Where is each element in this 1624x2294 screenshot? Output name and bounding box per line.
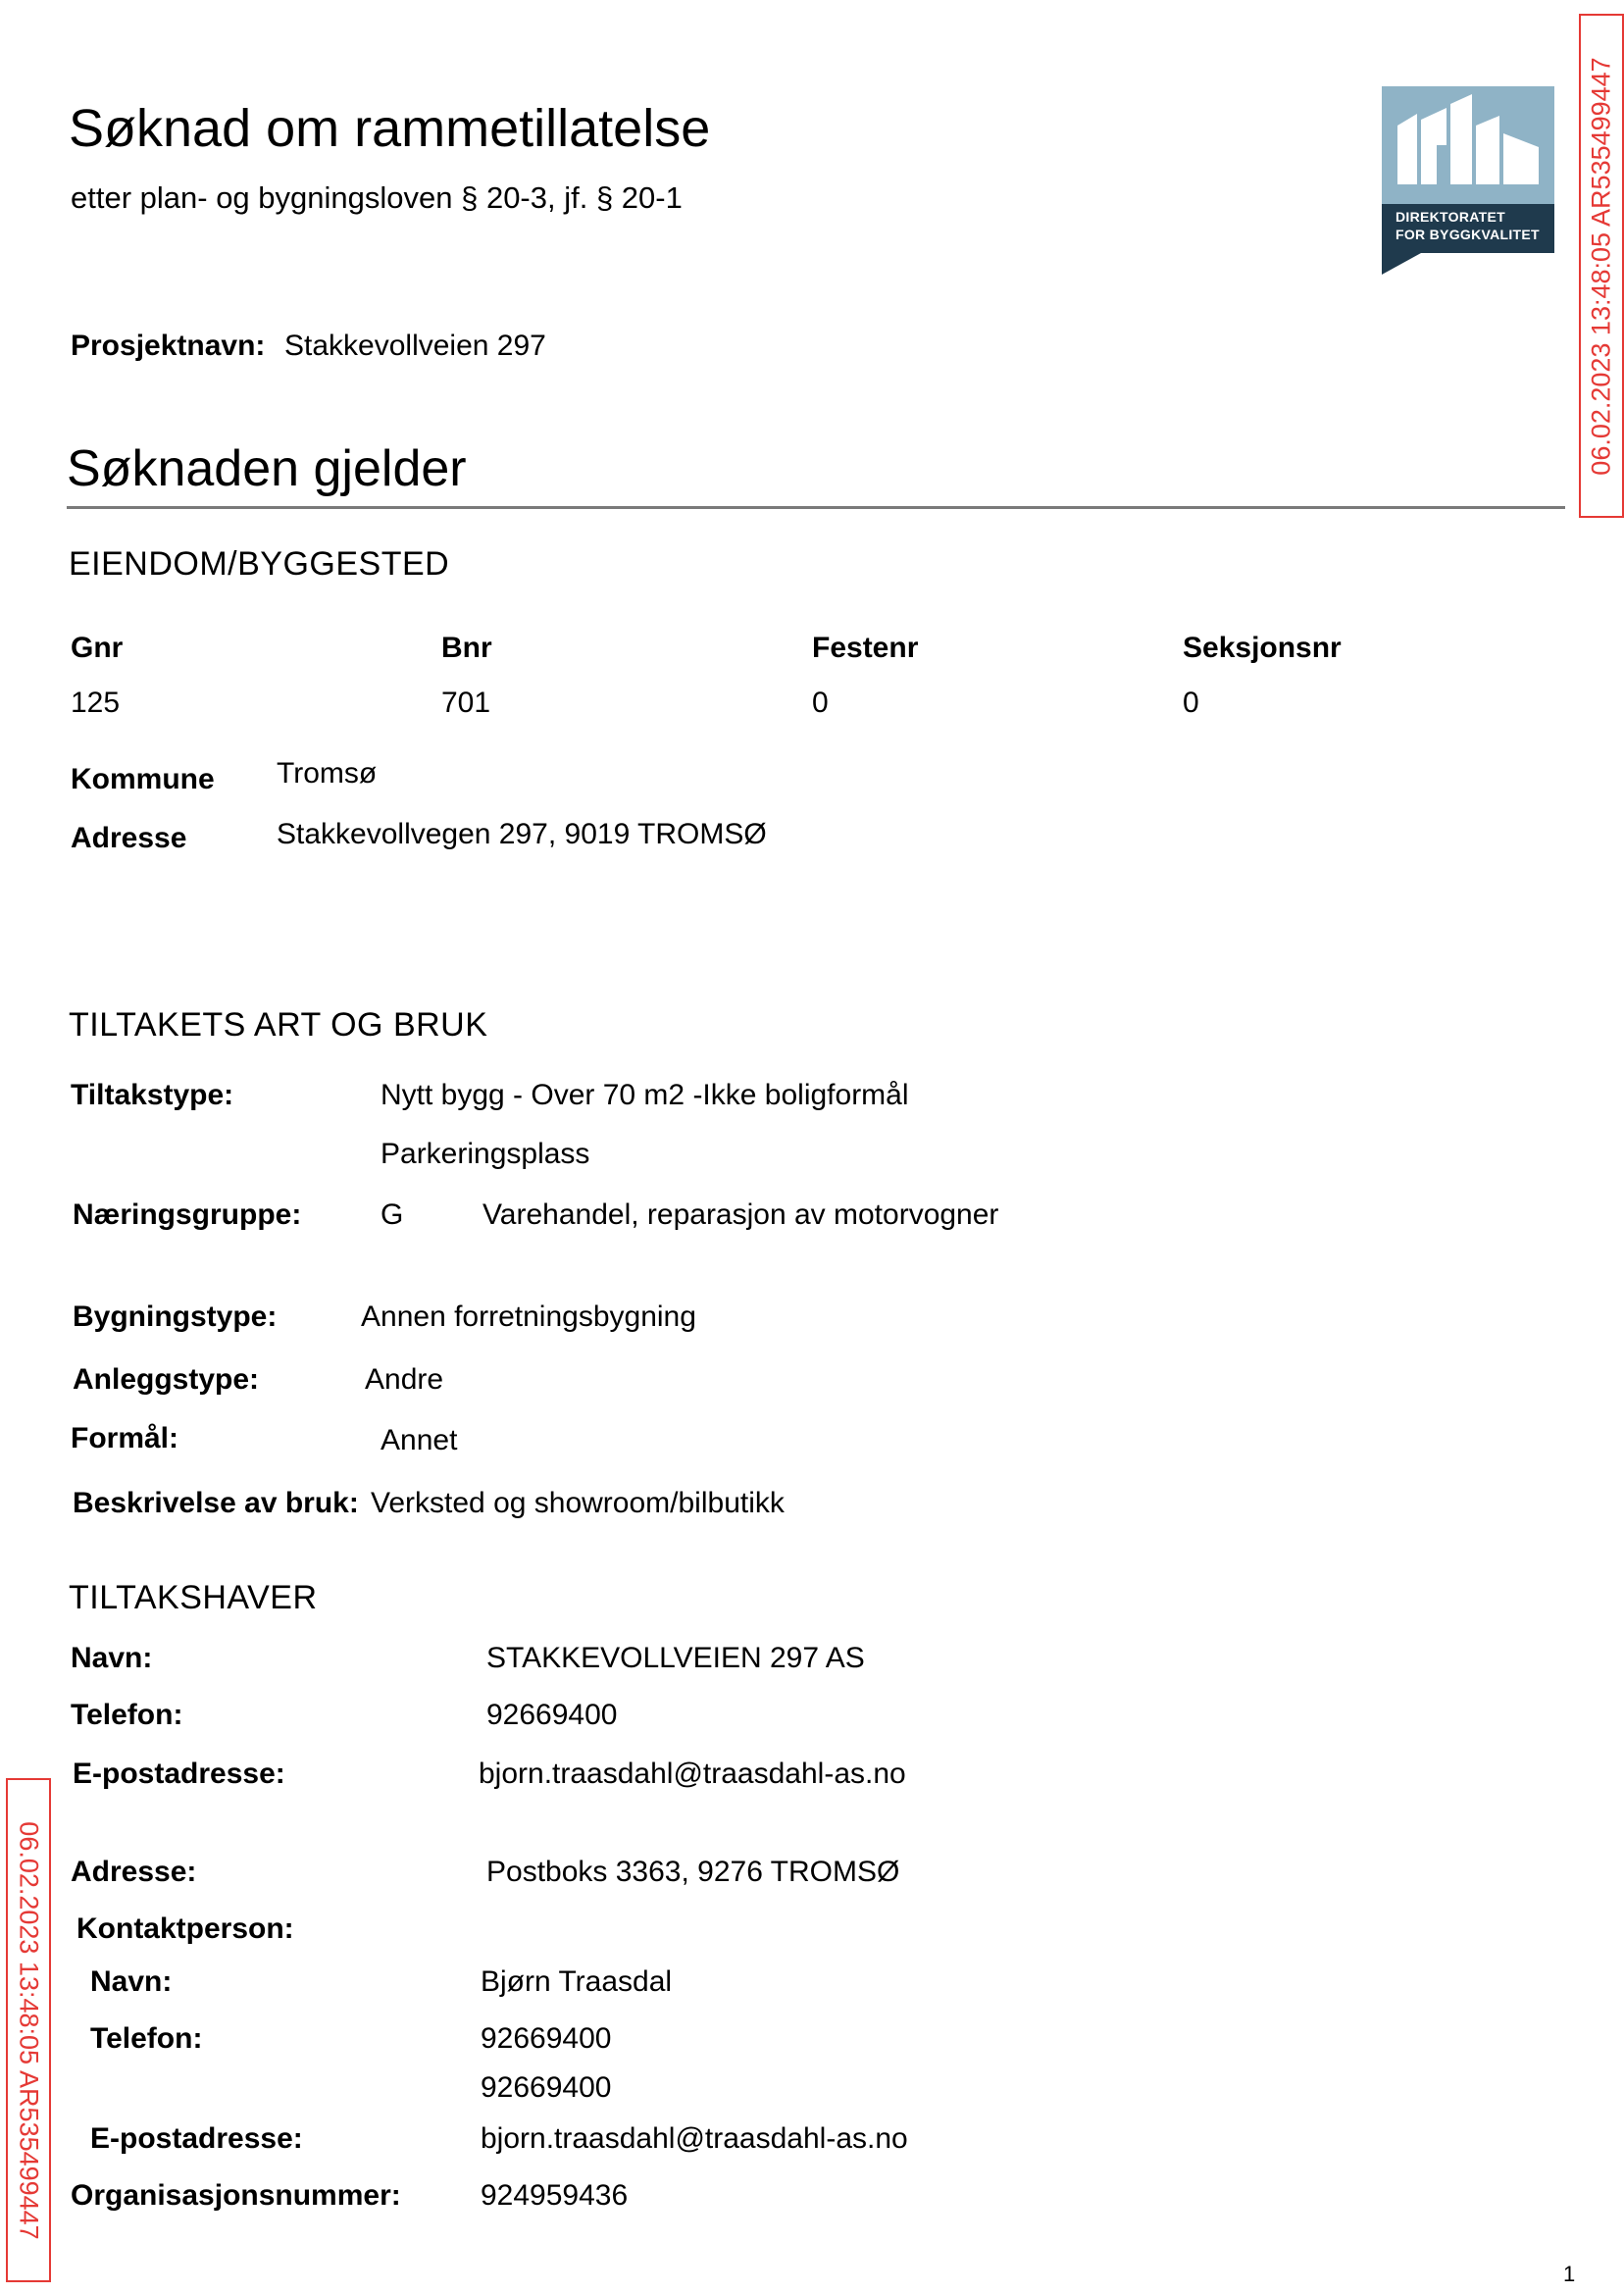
bnr-label: Bnr xyxy=(441,632,492,664)
navn-value: STAKKEVOLLVEIEN 297 AS xyxy=(486,1642,865,1674)
logo-line-2: FOR BYGGKVALITET xyxy=(1396,227,1540,242)
telefon-label: Telefon: xyxy=(71,1699,183,1731)
kommune-label: Kommune xyxy=(71,763,215,795)
timestamp-stamp-bottom xyxy=(6,1778,51,2282)
kontaktperson-label: Kontaktperson: xyxy=(76,1912,294,1945)
tiltakshaver-heading: TILTAKSHAVER xyxy=(69,1579,318,1616)
kontakt-navn-label: Navn: xyxy=(90,1965,173,1998)
beskrivelse-label: Beskrivelse av bruk: xyxy=(73,1487,359,1519)
epost-value: bjorn.traasdahl@traasdahl-as.no xyxy=(479,1758,906,1790)
timestamp-stamp-top xyxy=(1579,14,1624,518)
kommune-value: Tromsø xyxy=(277,757,378,790)
page-subtitle: etter plan- og bygningsloven § 20-3, jf. § 20-1 xyxy=(71,180,683,215)
naeringsgruppe-code: G xyxy=(381,1198,404,1231)
orgnr-label: Organisasjonsnummer: xyxy=(71,2179,401,2212)
kontakt-epost-value: bjorn.traasdahl@traasdahl-as.no xyxy=(481,2122,908,2155)
kontakt-telefon-value-1: 92669400 xyxy=(481,2022,612,2055)
formal-value: Annet xyxy=(381,1424,458,1456)
kontakt-telefon-value-2: 92669400 xyxy=(481,2071,612,2104)
kontakt-navn-value: Bjørn Traasdal xyxy=(481,1965,673,1998)
anleggstype-label: Anleggstype: xyxy=(73,1363,260,1396)
epost-label: E-postadresse: xyxy=(73,1758,285,1790)
project-name-value: Stakkevollveien 297 xyxy=(284,330,546,362)
gnr-label: Gnr xyxy=(71,632,124,664)
adresse-label: Adresse xyxy=(71,822,187,854)
tiltakstype-value-1: Nytt bygg - Over 70 m2 -Ikke boligformål xyxy=(381,1079,909,1111)
seksjonsnr-label: Seksjonsnr xyxy=(1183,632,1342,664)
section-divider xyxy=(67,506,1565,509)
navn-label: Navn: xyxy=(71,1642,153,1674)
logo-flag xyxy=(1382,253,1421,275)
logo-graphic xyxy=(1382,86,1554,204)
kontakt-telefon-label: Telefon: xyxy=(90,2022,203,2055)
beskrivelse-value: Verksted og showroom/bilbutikk xyxy=(371,1487,785,1519)
naeringsgruppe-value: Varehandel, reparasjon av motorvogner xyxy=(482,1198,999,1231)
stamp-text: 06.02.2023 13:48:05 AR535499447 xyxy=(1586,56,1616,476)
section-heading: Søknaden gjelder xyxy=(67,440,467,497)
gnr-value: 125 xyxy=(71,687,121,719)
formal-label: Formål: xyxy=(71,1422,179,1454)
bygningstype-value: Annen forretningsbygning xyxy=(361,1300,696,1333)
page-title: Søknad om rammetillatelse xyxy=(69,99,711,158)
project-name-label: Prosjektnavn: xyxy=(71,330,266,362)
adresse-tiltakshaver-value: Postboks 3363, 9276 TROMSØ xyxy=(486,1856,900,1888)
logo-text xyxy=(1396,208,1540,243)
orgnr-value: 924959436 xyxy=(481,2179,629,2212)
festenr-label: Festenr xyxy=(812,632,919,664)
tiltakstype-value-2: Parkeringsplass xyxy=(381,1138,590,1170)
page-number: 1 xyxy=(1563,2262,1576,2286)
anleggstype-value: Andre xyxy=(365,1363,444,1396)
property-heading: EIENDOM/BYGGESTED xyxy=(69,545,450,583)
stamp-text: 06.02.2023 13:48:05 AR535499447 xyxy=(14,1820,44,2240)
bnr-value: 701 xyxy=(441,687,491,719)
telefon-value: 92669400 xyxy=(486,1699,618,1731)
kontakt-epost-label: E-postadresse: xyxy=(90,2122,303,2155)
dibk-logo xyxy=(1382,86,1554,275)
adresse-value: Stakkevollvegen 297, 9019 TROMSØ xyxy=(277,818,767,850)
festenr-value: 0 xyxy=(812,687,829,719)
naeringsgruppe-label: Næringsgruppe: xyxy=(73,1198,302,1231)
seksjonsnr-value: 0 xyxy=(1183,687,1199,719)
bygningstype-label: Bygningstype: xyxy=(73,1300,278,1333)
tiltakstype-label: Tiltakstype: xyxy=(71,1079,234,1111)
logo-buildings-icon xyxy=(1382,86,1554,204)
adresse-tiltakshaver-label: Adresse: xyxy=(71,1856,197,1888)
logo-line-1: DIREKTORATET xyxy=(1396,209,1505,225)
tiltak-heading: TILTAKETS ART OG BRUK xyxy=(69,1006,488,1044)
